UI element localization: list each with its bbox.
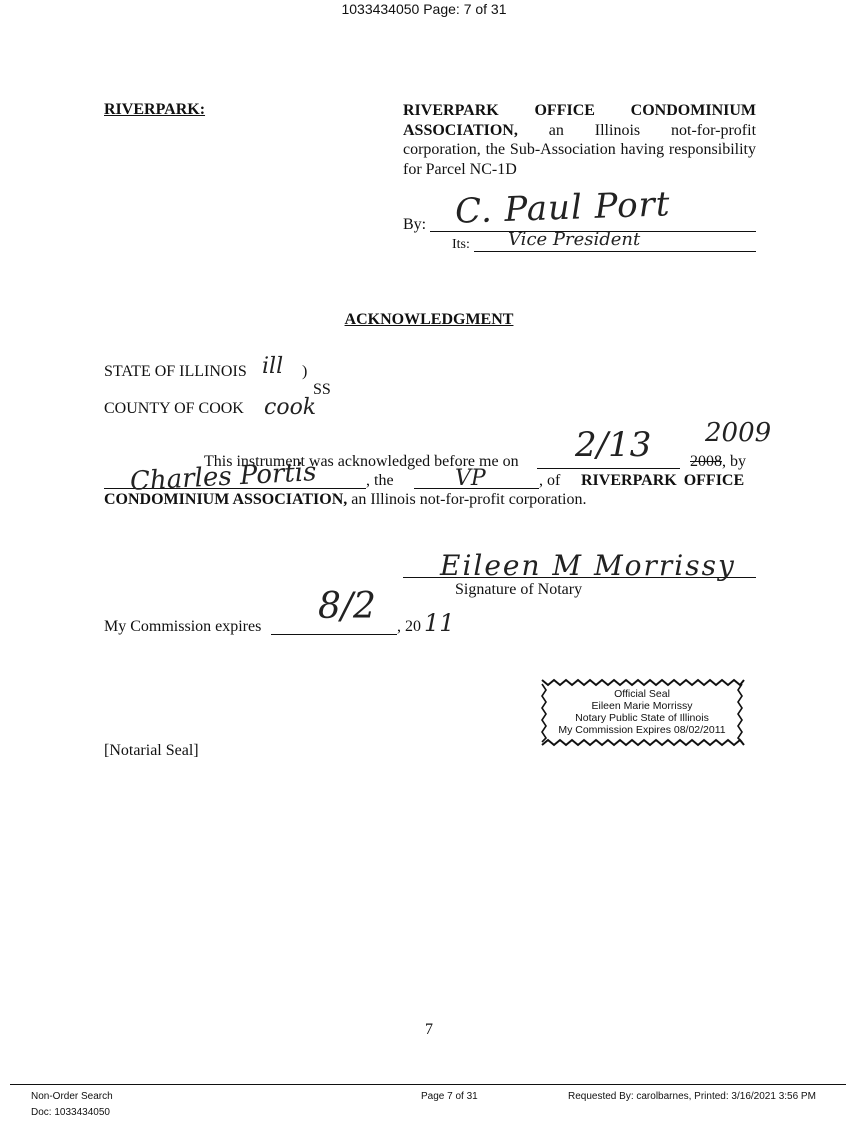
commission-label: My Commission expires — [104, 618, 262, 635]
venue-paren: ) — [302, 363, 308, 380]
commission-line — [271, 634, 397, 635]
by-label: By: — [403, 216, 427, 233]
notary-signature-handwritten: Eileen M Morrissy — [440, 549, 736, 582]
footer-left-1: Non-Order Search — [31, 1091, 113, 1102]
stamp-line-1: Official Seal — [614, 688, 670, 700]
footer-center: Page 7 of 31 — [421, 1091, 478, 1102]
ack-the-word: , the — [366, 472, 394, 489]
party-label: RIVERPARK: — [104, 101, 206, 118]
commission-handwritten: 8/2 — [318, 586, 376, 627]
ack-line2-rest: an Illinois not-for-profit corporation. — [351, 491, 587, 508]
ack-of-entity: RIVERPARK OFFICE — [581, 472, 745, 489]
stamp-line-3: Notary Public State of Illinois — [575, 712, 709, 724]
notary-signature-label: Signature of Notary — [455, 581, 583, 598]
ack-name-handwritten: Charles Portis — [129, 457, 318, 497]
commission-year-handwritten: 11 — [424, 609, 455, 637]
stamp-line-2: Eileen Marie Morrissy — [591, 700, 693, 712]
ack-line-3 — [104, 491, 586, 509]
ack-of-word: , of — [539, 472, 561, 489]
state-handwritten: ill — [262, 354, 284, 379]
ack-title-handwritten: VP — [455, 466, 486, 491]
footer-left-2: Doc: 1033434050 — [31, 1107, 110, 1118]
page-number: 7 — [425, 1021, 433, 1038]
document-page-header: 1033434050 Page: 7 of 31 — [341, 1, 507, 17]
ack-year-old: 2008 — [690, 453, 722, 470]
stamp-line-4: My Commission Expires 08/02/2011 — [558, 724, 726, 736]
county-label: COUNTY OF COOK — [104, 400, 244, 417]
association-description: an Illinois not-for-profit corporation, the Sub-Association having responsibility for Parcel NC-1D — [403, 121, 757, 178]
ack-date-handwritten: 2/13 — [575, 425, 652, 465]
its-handwritten: Vice President — [508, 229, 641, 250]
acknowledgment-title: ACKNOWLEDGMENT — [344, 311, 514, 328]
its-label: Its: — [452, 237, 470, 252]
ack-sentence-part1: This instrument was acknowledged before me on — [204, 453, 519, 470]
ack-year-handwritten: 2009 — [705, 418, 772, 448]
by-signature: C. Paul Port — [454, 184, 672, 232]
footer-right: Requested By: carolbarnes, Printed: 3/16/2021 3:56 PM — [568, 1091, 816, 1102]
association-name: RIVERPARK OFFICE CONDOMINIUM ASSOCIATION, — [403, 102, 756, 139]
ack-line2-entity: CONDOMINIUM ASSOCIATION, — [104, 491, 348, 508]
ack-date-line — [537, 468, 680, 469]
footer-rule — [10, 1084, 846, 1085]
association-block — [403, 101, 756, 179]
state-label: STATE OF ILLINOIS — [104, 363, 247, 380]
ss-label: SS — [313, 381, 331, 398]
notarial-seal-label: [Notarial Seal] — [104, 742, 199, 759]
its-line — [474, 251, 756, 252]
commission-year-prefix: , 20 — [397, 618, 421, 635]
county-handwritten: cook — [264, 395, 317, 420]
ack-by-word: , by — [722, 453, 746, 470]
official-seal-stamp — [538, 676, 746, 749]
